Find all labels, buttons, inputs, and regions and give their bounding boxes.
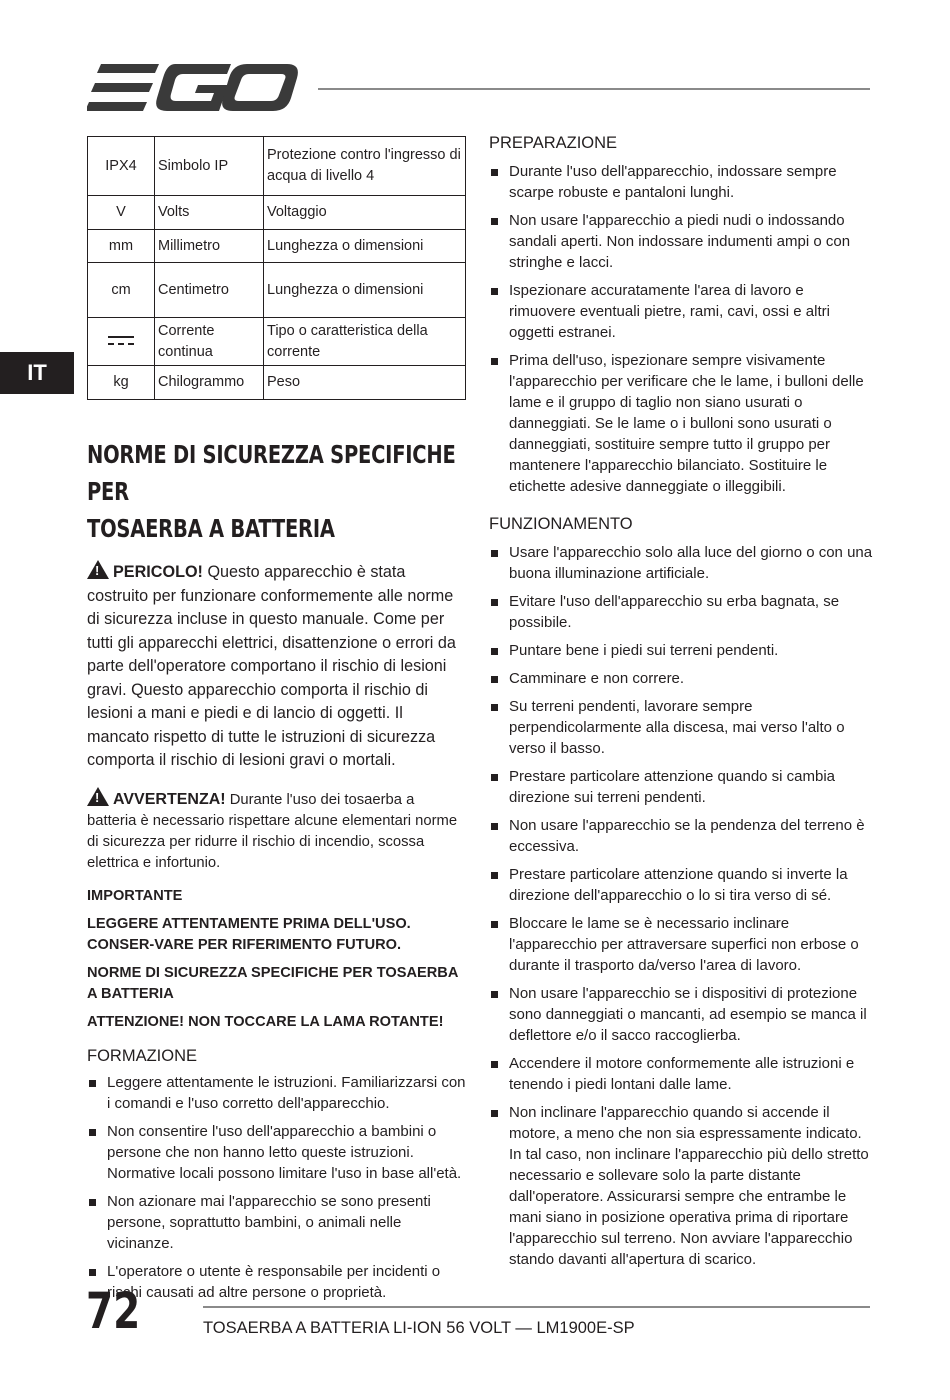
list-item: Prestare particolare attenzione quando si inverte la direzione dell'apparecchio o lo si tira verso di sé. — [489, 864, 874, 906]
list-item: Puntare bene i piedi sui terreni pendenti. — [489, 640, 874, 661]
bullet-icon — [89, 1269, 96, 1276]
meaning-cell: Peso — [264, 366, 466, 400]
symbol-cell: kg — [88, 366, 155, 400]
footer-text: TOSAERBA A BATTERIA LI-ION 56 VOLT — LM1900E-SP — [203, 1319, 635, 1337]
warning-label: AVVERTENZA! — [113, 790, 226, 808]
list-item: Non inclinare l'apparecchio quando si accende il motore, a meno che non sia espressamente indicato. In tal caso, non inclinare l'apparecchio più dello stretto necessario e sollevare solo la parte distante dall'operatore. Assicurarsi sempre che entrambe le mani siano in posizione operativa prima di riportare l'apparecchio sul terreno. Non avviare l'apparecchio stando davanti all'apertura di scarico. — [489, 1102, 874, 1270]
symbol-cell: V — [88, 196, 155, 230]
list-item: Leggere attentamente le istruzioni. Familiarizzarsi con i comandi e l'uso corretto dell'apparecchio. — [87, 1072, 467, 1114]
list-item: Non usare l'apparecchio a piedi nudi o indossando sandali aperti. Non indossare indumenti ampi o con stringhe e lacci. — [489, 210, 874, 273]
language-tab: IT — [0, 352, 74, 394]
bullet-icon — [491, 704, 498, 711]
left-column — [87, 136, 467, 1310]
list-item: Usare l'apparecchio solo alla luce del giorno o con una buona illuminazione artificiale. — [489, 542, 874, 584]
table-row — [88, 196, 466, 230]
symbol-cell: cm — [88, 263, 155, 318]
formazione-list — [87, 1072, 467, 1303]
symbol-cell: mm — [88, 230, 155, 263]
meaning-cell: Lunghezza o dimensioni — [264, 263, 466, 318]
meaning-cell: Lunghezza o dimensioni — [264, 230, 466, 263]
important-heading: IMPORTANTE — [87, 887, 183, 904]
footer-rule — [203, 1306, 870, 1308]
bullet-icon — [491, 1061, 498, 1068]
warning-text: Durante l'uso dei tosaerba a batteria è necessario rispettare alcune elementari norme di sicurezza per ridurre il rischio di incendio, scossa elettrica e infortunio. — [87, 791, 458, 871]
meaning-cell: Protezione contro l'ingresso di acqua di livello 4 — [264, 137, 466, 196]
preparazione-list — [489, 161, 874, 497]
list-item: Accendere il motore conformemente alle istruzioni e tenendo i piedi lontani dalle lame. — [489, 1053, 874, 1095]
table-row — [88, 230, 466, 263]
list-item: Non consentire l'uso dell'apparecchio a bambini o persone che non hanno letto queste istruzioni. Normative locali possono limitare l'uso in base all'età. — [87, 1121, 467, 1184]
list-item: Prima dell'uso, ispezionare sempre visivamente l'apparecchio per verificare che le lame, i bulloni delle lame e il gruppo di taglio non siano usurati o danneggiati. Se le lame o i bulloni sono usurati o danneggiati, sostituire sempre tutto il gruppo per mantenere l'apparecchio bilanciato. Sostituire le etichette adesive danneggiate o illeggibili. — [489, 350, 874, 497]
list-item: Evitare l'uso dell'apparecchio su erba bagnata, se possibile. — [489, 591, 874, 633]
funzionamento-heading: FUNZIONAMENTO — [489, 515, 633, 533]
bullet-icon — [89, 1129, 96, 1136]
bullet-icon — [491, 991, 498, 998]
list-item: Durante l'uso dell'apparecchio, indossare sempre scarpe robuste e pantaloni lunghi. — [489, 161, 874, 203]
name-cell: Corrente continua — [155, 318, 264, 366]
name-cell: Simbolo IP — [155, 137, 264, 196]
formazione-heading: FORMAZIONE — [87, 1046, 197, 1065]
list-item: Non usare l'apparecchio se la pendenza del terreno è eccessiva. — [489, 815, 874, 857]
symbol-cell — [88, 318, 155, 366]
name-cell: Volts — [155, 196, 264, 230]
section-title — [87, 436, 467, 547]
meaning-cell: Voltaggio — [264, 196, 466, 230]
preparazione-heading: PREPARAZIONE — [489, 134, 618, 152]
bullet-icon — [491, 823, 498, 830]
bullet-icon — [491, 921, 498, 928]
danger-paragraph — [87, 560, 467, 773]
table-row — [88, 366, 466, 400]
list-item: L'operatore o utente è responsabile per incidenti o rischi causati ad altre persone o proprietà. — [87, 1261, 467, 1303]
list-item: Prestare particolare attenzione quando si cambia direzione sui terreni pendenti. — [489, 766, 874, 808]
danger-label: PERICOLO! — [113, 563, 203, 581]
list-item: Non usare l'apparecchio se i dispositivi di protezione sono danneggiati o mancanti, ad esempio se manca il deflettore e/o il sacco raccoglierba. — [489, 983, 874, 1046]
page-number: 72 — [86, 1282, 141, 1340]
specific-rules-note: NORME DI SICUREZZA SPECIFICHE PER TOSAERBA A BATTERIA — [87, 964, 458, 1002]
list-item: Non azionare mai l'apparecchio se sono presenti persone, soprattutto bambini, o animali nelle vicinanze. — [87, 1191, 467, 1254]
bullet-icon — [491, 358, 498, 365]
warning-paragraph — [87, 787, 467, 874]
bullet-icon — [491, 676, 498, 683]
attention-note: ATTENZIONE! NON TOCCARE LA LAMA ROTANTE! — [87, 1013, 444, 1030]
table-row — [88, 263, 466, 318]
list-item: Camminare e non correre. — [489, 668, 874, 689]
right-column — [489, 132, 874, 1277]
direct-current-icon — [108, 336, 134, 345]
table-row — [88, 318, 466, 366]
list-item: Su terreni pendenti, lavorare sempre perpendicolarmente alla discesa, mai verso l'alto o verso il basso. — [489, 696, 874, 759]
bullet-icon — [491, 218, 498, 225]
name-cell: Centimetro — [155, 263, 264, 318]
warning-triangle-icon — [87, 560, 109, 579]
ego-logo — [87, 64, 299, 112]
warning-triangle-icon — [87, 787, 109, 806]
bullet-icon — [491, 550, 498, 557]
list-item: Bloccare le lame se è necessario inclinare l'apparecchio per attraversare superfici non erbose o durante il trasporto da/verso l'area di lavoro. — [489, 913, 874, 976]
bullet-icon — [491, 774, 498, 781]
bullet-icon — [89, 1199, 96, 1206]
bullet-icon — [89, 1080, 96, 1087]
bullet-icon — [491, 1110, 498, 1117]
meaning-cell: Tipo o caratteristica della corrente — [264, 318, 466, 366]
bullet-icon — [491, 872, 498, 879]
table-row — [88, 137, 466, 196]
name-cell: Chilogrammo — [155, 366, 264, 400]
name-cell: Millimetro — [155, 230, 264, 263]
read-carefully-note: LEGGERE ATTENTAMENTE PRIMA DELL'USO. CONSER-VARE PER RIFERIMENTO FUTURO. — [87, 915, 411, 953]
danger-text: Questo apparecchio è stata costruito per funzionare conformemente alle norme di sicurezza incluse in questo manuale. Come per tutti gli apparecchi elettrici, disattenzione o errori da parte dell'operatore comportano il rischio di lesioni gravi. Questo apparecchio comporta il rischio di lesioni a mani e piedi e di lancio di oggetti. Il mancato rispetto di tutte le istruzioni di sicurezza comporta il rischio di lesioni gravi o mortali. — [87, 563, 456, 769]
page-title: NORME DI SICUREZZA SPECIFICHE PER TOSAERBA A BATTERIA — [87, 440, 456, 543]
bullet-icon — [491, 648, 498, 655]
bullet-icon — [491, 169, 498, 176]
symbol-table — [87, 136, 466, 400]
header-rule — [318, 88, 870, 90]
funzionamento-list — [489, 542, 874, 1270]
bullet-icon — [491, 288, 498, 295]
list-item: Ispezionare accuratamente l'area di lavoro e rimuovere eventuali pietre, rami, cavi, ossi e altri oggetti estranei. — [489, 280, 874, 343]
bullet-icon — [491, 599, 498, 606]
symbol-cell: IPX4 — [88, 137, 155, 196]
